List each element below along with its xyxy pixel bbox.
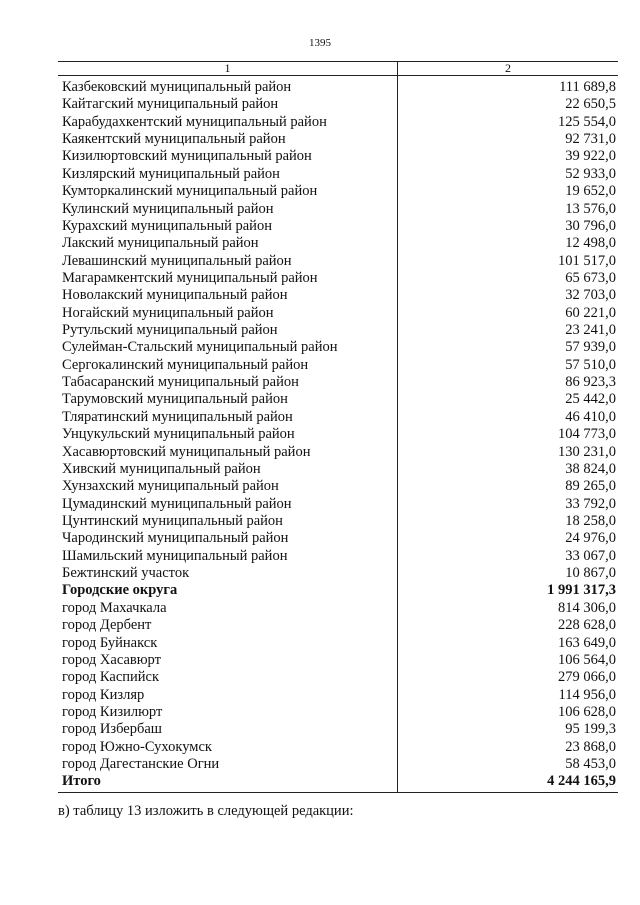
- page-number: 1395: [309, 37, 331, 49]
- row-name: Кумторкалинский муниципальный район: [62, 183, 318, 200]
- row-name: город Южно-Сухокумск: [62, 738, 212, 755]
- table-row: [58, 96, 618, 113]
- row-value: 4 244 165,9: [547, 773, 616, 790]
- row-name: Чародинский муниципальный район: [62, 530, 289, 547]
- row-name: город Дагестанские Огни: [62, 756, 220, 773]
- row-name: город Хасавюрт: [62, 651, 161, 668]
- row-value: 279 066,0: [558, 669, 616, 686]
- row-name: Магарамкентский муниципальный район: [62, 269, 318, 286]
- row-value: 114 956,0: [558, 686, 616, 703]
- row-value: 12 498,0: [565, 235, 616, 252]
- row-name: Цунтинский муниципальный район: [62, 512, 283, 529]
- row-name: Рутульский муниципальный район: [62, 322, 278, 339]
- table-row: [58, 461, 618, 478]
- row-name: город Кизилюрт: [62, 703, 163, 720]
- table-row: [58, 652, 618, 669]
- row-value: 33 792,0: [565, 495, 616, 512]
- footer-instruction: в) таблицу 13 изложить в следующей редакции:: [58, 803, 354, 819]
- row-value: 38 824,0: [565, 460, 616, 477]
- row-value: 25 442,0: [565, 391, 616, 408]
- table-row: [58, 148, 618, 165]
- table-row: [58, 305, 618, 322]
- row-name: город Каспийск: [62, 669, 160, 686]
- row-name: Сулейман-Стальский муниципальный район: [62, 339, 338, 356]
- row-name: Кулинский муниципальный район: [62, 200, 274, 217]
- row-name: Новолакский муниципальный район: [62, 287, 288, 304]
- row-value: 163 649,0: [558, 634, 616, 651]
- row-value: 32 703,0: [565, 287, 616, 304]
- row-name: Тляратинский муниципальный район: [62, 408, 293, 425]
- table-row: [58, 409, 618, 426]
- row-name: Каякентский муниципальный район: [62, 131, 286, 148]
- row-value: 111 689,8: [559, 79, 616, 95]
- row-value: 130 231,0: [558, 443, 616, 460]
- table-row: [58, 322, 618, 339]
- table-header-col-2: 2: [505, 61, 511, 75]
- row-name: Сергокалинский муниципальный район: [62, 356, 309, 373]
- row-value: 104 773,0: [558, 426, 616, 443]
- table-row: [58, 166, 618, 183]
- table-row: [58, 79, 618, 96]
- row-value: 228 628,0: [558, 617, 616, 634]
- row-value: 814 306,0: [558, 599, 616, 616]
- table-row: [58, 183, 618, 200]
- row-value: 95 199,3: [565, 721, 616, 738]
- table-row: [58, 131, 618, 148]
- row-name: Хасавюртовский муниципальный район: [62, 443, 311, 460]
- table-row: [58, 687, 618, 704]
- row-name: Хивский муниципальный район: [62, 460, 261, 477]
- row-name: Казбековский муниципальный район: [62, 79, 292, 95]
- row-value: 106 628,0: [558, 703, 616, 720]
- table-row: [58, 391, 618, 408]
- row-name: город Кизляр: [62, 686, 145, 703]
- row-name: Бежтинский участок: [62, 565, 190, 582]
- row-name: город Дербент: [62, 617, 152, 634]
- row-name: Курахский муниципальный район: [62, 217, 272, 234]
- table-row: [58, 201, 618, 218]
- table-row: [58, 513, 618, 530]
- row-value: 10 867,0: [565, 565, 616, 582]
- row-name: Хунзахский муниципальный район: [62, 478, 279, 495]
- row-name: Итого: [62, 773, 101, 790]
- table-row: [58, 704, 618, 721]
- row-value: 24 976,0: [565, 530, 616, 547]
- row-value: 33 067,0: [565, 547, 616, 564]
- table-row: [58, 478, 618, 495]
- row-value: 60 221,0: [565, 304, 616, 321]
- table-body: [58, 79, 618, 791]
- row-value: 22 650,5: [565, 96, 616, 113]
- row-name: Тарумовский муниципальный район: [62, 391, 288, 408]
- table-row: [58, 773, 618, 790]
- table-row: [58, 270, 618, 287]
- row-value: 89 265,0: [565, 478, 616, 495]
- table-header-col-1: 1: [224, 61, 231, 75]
- row-name: Табасаранский муниципальный район: [62, 374, 299, 391]
- row-value: 125 554,0: [558, 113, 616, 130]
- table-row: [58, 721, 618, 738]
- row-value: 30 796,0: [565, 217, 616, 234]
- table-row: [58, 496, 618, 513]
- table-row: [58, 218, 618, 235]
- row-name: Лакский муниципальный район: [62, 235, 259, 252]
- row-value: 92 731,0: [565, 131, 616, 148]
- table-row: [58, 669, 618, 686]
- row-value: 39 922,0: [565, 148, 616, 165]
- row-value: 57 939,0: [565, 339, 616, 356]
- table-row: [58, 426, 618, 443]
- row-value: 19 652,0: [565, 183, 616, 200]
- row-name: Ногайский муниципальный район: [62, 304, 274, 321]
- row-value: 23 868,0: [565, 738, 616, 755]
- table-row: [58, 565, 618, 582]
- row-value: 57 510,0: [565, 356, 616, 373]
- table-row: [58, 530, 618, 547]
- table-row: [58, 235, 618, 252]
- row-value: 23 241,0: [565, 322, 616, 339]
- table-row: [58, 548, 618, 565]
- table-row: [58, 600, 618, 617]
- table-row: [58, 357, 618, 374]
- row-name: Унцукульский муниципальный район: [62, 426, 295, 443]
- row-value: 65 673,0: [565, 269, 616, 286]
- row-name: Кайтагский муниципальный район: [62, 96, 279, 113]
- row-name: Левашинский муниципальный район: [62, 252, 292, 269]
- table-row: [58, 339, 618, 356]
- row-value: 101 517,0: [558, 252, 616, 269]
- row-value: 46 410,0: [565, 408, 616, 425]
- table-row: [58, 253, 618, 270]
- table-row: [58, 582, 618, 599]
- row-value: 58 453,0: [565, 756, 616, 773]
- row-name: Городские округа: [62, 582, 178, 599]
- table-bottom-border: [58, 792, 618, 793]
- table-row: [58, 444, 618, 461]
- row-name: Карабудахкентский муниципальный район: [62, 113, 327, 130]
- data-table: [58, 61, 618, 792]
- table-header-border: [58, 75, 618, 76]
- table-row: [58, 739, 618, 756]
- row-value: 1 991 317,3: [547, 582, 616, 599]
- table-row: [58, 374, 618, 391]
- table-row: [58, 617, 618, 634]
- row-name: город Избербаш: [62, 721, 162, 738]
- row-name: Цумадинский муниципальный район: [62, 495, 292, 512]
- row-value: 18 258,0: [565, 512, 616, 529]
- table-row: [58, 756, 618, 773]
- row-value: 106 564,0: [558, 651, 616, 668]
- table-row: [58, 114, 618, 131]
- row-name: Кизлярский муниципальный район: [62, 165, 280, 182]
- row-value: 52 933,0: [565, 165, 616, 182]
- table-row: [58, 287, 618, 304]
- row-name: Шамильский муниципальный район: [62, 547, 288, 564]
- row-value: 86 923,3: [565, 374, 616, 391]
- row-name: город Махачкала: [62, 599, 167, 616]
- row-value: 13 576,0: [565, 200, 616, 217]
- table-row: [58, 635, 618, 652]
- row-name: Кизилюртовский муниципальный район: [62, 148, 312, 165]
- row-name: город Буйнакск: [62, 634, 158, 651]
